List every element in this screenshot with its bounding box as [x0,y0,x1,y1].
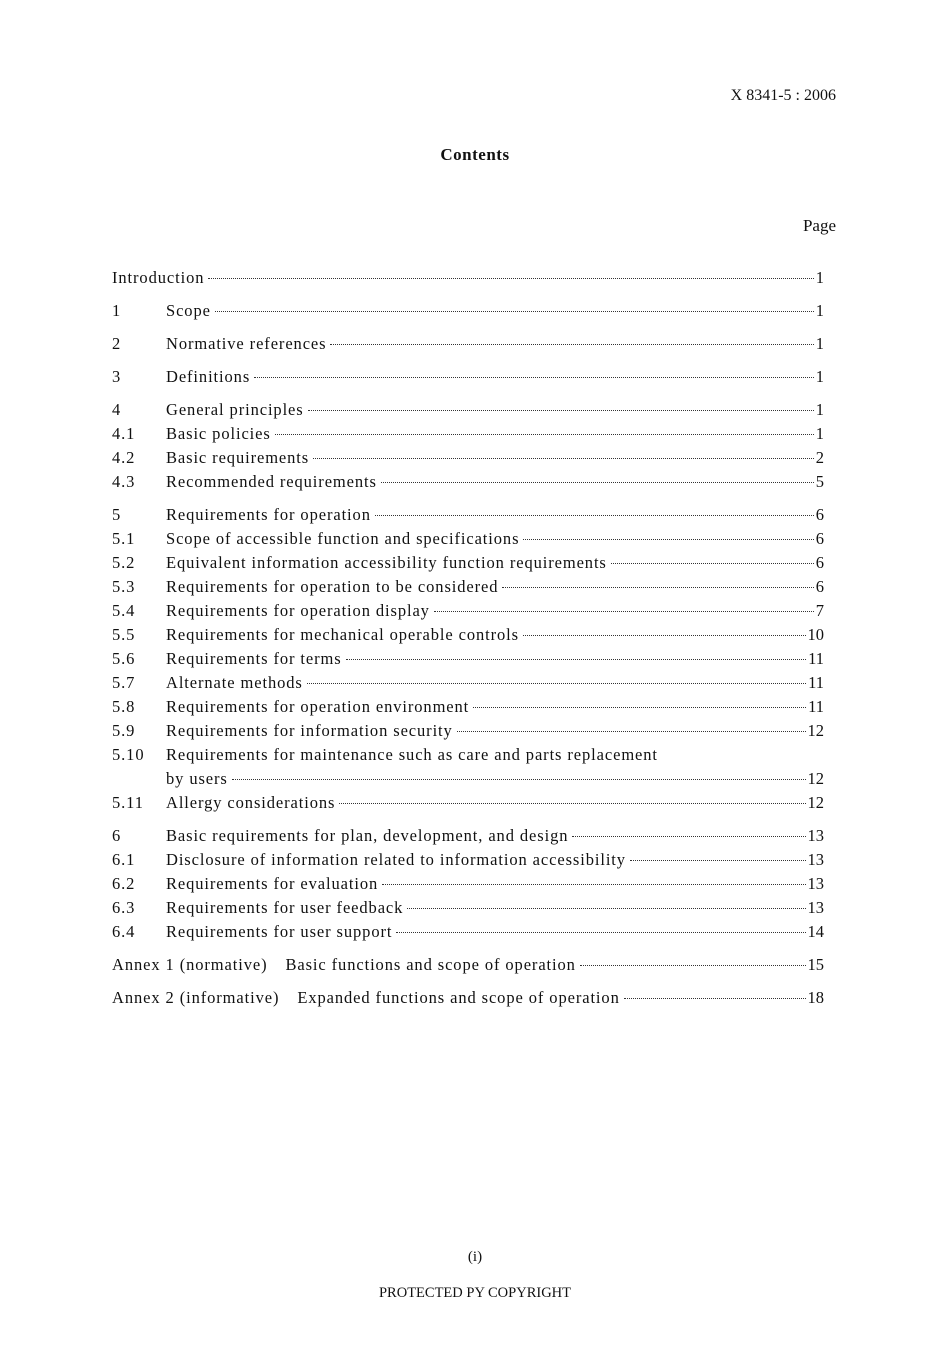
toc-entry[interactable] [112,527,824,551]
toc-entry-page: 13 [807,874,824,893]
toc-entry-number: 5.1 [112,529,136,548]
toc-entry[interactable] [112,503,824,527]
toc-entry[interactable] [112,299,824,323]
toc-entry-label: Allergy considerations [166,793,336,812]
toc-entry-label: Requirements for evaluation [166,874,379,893]
dot-leader [523,539,813,540]
dot-leader [313,458,814,459]
dot-leader [407,908,805,909]
toc-entry-page: 11 [808,649,824,668]
toc-entry-label: Requirements for maintenance such as care and parts replacement [166,745,658,764]
toc-entry-label: Scope of accessible function and specifications [166,529,520,548]
toc-entry[interactable] [112,365,824,389]
toc-entry-page: 7 [815,601,824,620]
copyright-notice: PROTECTED PY COPYRIGHT [378,1285,571,1301]
annex-designation: Annex 1 (normative) [112,955,268,974]
toc-entry-page: 6 [815,577,824,596]
toc-entry-number: 1 [112,301,122,320]
toc-entry[interactable] [112,551,824,575]
toc-entry[interactable] [112,623,824,647]
toc-entry[interactable] [112,719,824,743]
toc-entry-label: Requirements for user feedback [166,898,404,917]
toc-entry-label: Disclosure of information related to information accessibility [166,850,626,869]
toc-entry-number: 4 [112,400,122,419]
dot-leader [308,410,814,411]
toc-entry-label: General principles [166,400,304,419]
annex-designation: Annex 2 (informative) [112,988,280,1007]
toc-entry-number: 5.7 [112,673,136,692]
toc-entry-label: Alternate methods [166,673,303,692]
toc-entry-number: 6.4 [112,922,136,941]
dot-leader [232,779,806,780]
dot-leader [382,884,805,885]
toc-entry[interactable] [112,824,824,848]
toc-entry-page: 11 [808,673,824,692]
toc-entry-page: 13 [807,898,824,917]
toc-entry-label: Requirements for operation [166,505,371,524]
dot-leader [624,998,806,999]
toc-entry-number: 5.3 [112,577,136,596]
table-of-contents [112,266,824,1010]
dot-leader [572,836,805,837]
toc-entry[interactable] [112,575,824,599]
toc-entry-label: Normative references [166,334,327,353]
toc-entry[interactable] [112,599,824,623]
dot-leader [457,731,806,732]
toc-entry[interactable] [112,743,824,791]
toc-entry-label: Basic policies [166,424,271,443]
dot-leader [330,344,813,345]
page-number: (i) [467,1249,483,1265]
toc-entry[interactable] [112,848,824,872]
toc-entry[interactable] [112,398,824,422]
toc-entry-number: 5.11 [112,793,144,812]
toc-entry[interactable] [112,695,824,719]
toc-entry-number: 5.9 [112,721,136,740]
toc-entry-page: 12 [807,793,824,812]
toc-entry-label: Scope [166,301,211,320]
annex-page: 18 [807,988,824,1007]
dot-leader [339,803,805,804]
toc-entry-page: 1 [815,334,824,353]
toc-entry-number: 6.2 [112,874,136,893]
dot-leader [396,932,805,933]
toc-entry[interactable] [112,671,824,695]
page-column-header: Page [802,216,836,235]
dot-leader [630,860,806,861]
toc-entry-label: Requirements for user support [166,922,393,941]
toc-entry-page: 13 [807,826,824,845]
annex-entry[interactable] [112,953,824,977]
toc-entry[interactable] [112,920,824,944]
toc-entry[interactable] [112,266,824,290]
toc-entry-number: 5.4 [112,601,136,620]
dot-leader [307,683,806,684]
toc-entry-label: Definitions [166,367,251,386]
toc-entry-label: Equivalent information accessibility function requirements [166,553,607,572]
toc-entry-number: 6 [112,826,122,845]
annex-entry[interactable] [112,986,824,1010]
dot-leader [346,659,807,660]
toc-entry-label: Requirements for information security [166,721,453,740]
toc-entry[interactable] [112,647,824,671]
toc-entry-number: 3 [112,367,122,386]
toc-entry-page: 1 [815,424,824,443]
dot-leader [208,278,813,279]
dot-leader [434,611,814,612]
dot-leader [580,965,806,966]
toc-entry-page: 6 [815,505,824,524]
toc-entry-page: 1 [815,268,824,287]
toc-entry-page: 5 [815,472,824,491]
toc-entry-page: 12 [807,769,824,788]
dot-leader [473,707,806,708]
toc-entry[interactable] [112,332,824,356]
toc-entry-page: 1 [815,301,824,320]
toc-entry-number: 6.3 [112,898,136,917]
dot-leader [502,587,813,588]
toc-entry[interactable] [112,791,824,815]
toc-entry-label: Requirements for operation display [166,601,430,620]
standard-number: X 8341-5 : 2006 [730,87,836,104]
toc-entry-label: Basic requirements for plan, development, and design [166,826,569,845]
toc-entry-number: 5.6 [112,649,136,668]
toc-entry-label: Requirements for operation to be considered [166,577,499,596]
annex-title: Basic functions and scope of operation [285,955,576,974]
dot-leader [215,311,814,312]
toc-entry-page: 14 [807,922,824,941]
dot-leader [275,434,814,435]
toc-entry-number: 5.2 [112,553,136,572]
toc-entry-label: Requirements for operation environment [166,697,470,716]
toc-entry-label-continued: by users [166,769,228,788]
annex-page: 15 [807,955,824,974]
toc-entry-page: 1 [815,400,824,419]
toc-entry-page: 6 [815,529,824,548]
toc-entry[interactable] [112,422,824,446]
toc-entry[interactable] [112,872,824,896]
toc-entry-label: Recommended requirements [166,472,377,491]
toc-entry-number: 5.10 [112,745,145,764]
toc-entry-page: 6 [815,553,824,572]
dot-leader [523,635,806,636]
page-title: Contents [440,145,510,164]
toc-entry-number: 5.5 [112,625,136,644]
toc-entry[interactable] [112,470,824,494]
toc-entry[interactable] [112,896,824,920]
toc-entry-number: 5 [112,505,122,524]
toc-entry-page: 1 [815,367,824,386]
toc-entry-number: 2 [112,334,122,353]
toc-entry[interactable] [112,446,824,470]
toc-entry-number: 5.8 [112,697,136,716]
toc-entry-page: 12 [807,721,824,740]
dot-leader [254,377,814,378]
toc-entry-label: Requirements for terms [166,649,342,668]
toc-entry-page: 11 [808,697,824,716]
dot-leader [611,563,814,564]
toc-entry-number: 4.2 [112,448,136,467]
toc-entry-label: Introduction [112,268,205,287]
toc-entry-page: 2 [815,448,824,467]
dot-leader [381,482,814,483]
toc-entry-page: 13 [807,850,824,869]
annex-title: Expanded functions and scope of operation [297,988,620,1007]
toc-entry-number: 6.1 [112,850,136,869]
toc-entry-label: Requirements for mechanical operable controls [166,625,519,644]
toc-entry-page: 10 [807,625,824,644]
toc-entry-label: Basic requirements [166,448,310,467]
toc-entry-number: 4.3 [112,472,136,491]
dot-leader [375,515,814,516]
toc-entry-number: 4.1 [112,424,136,443]
